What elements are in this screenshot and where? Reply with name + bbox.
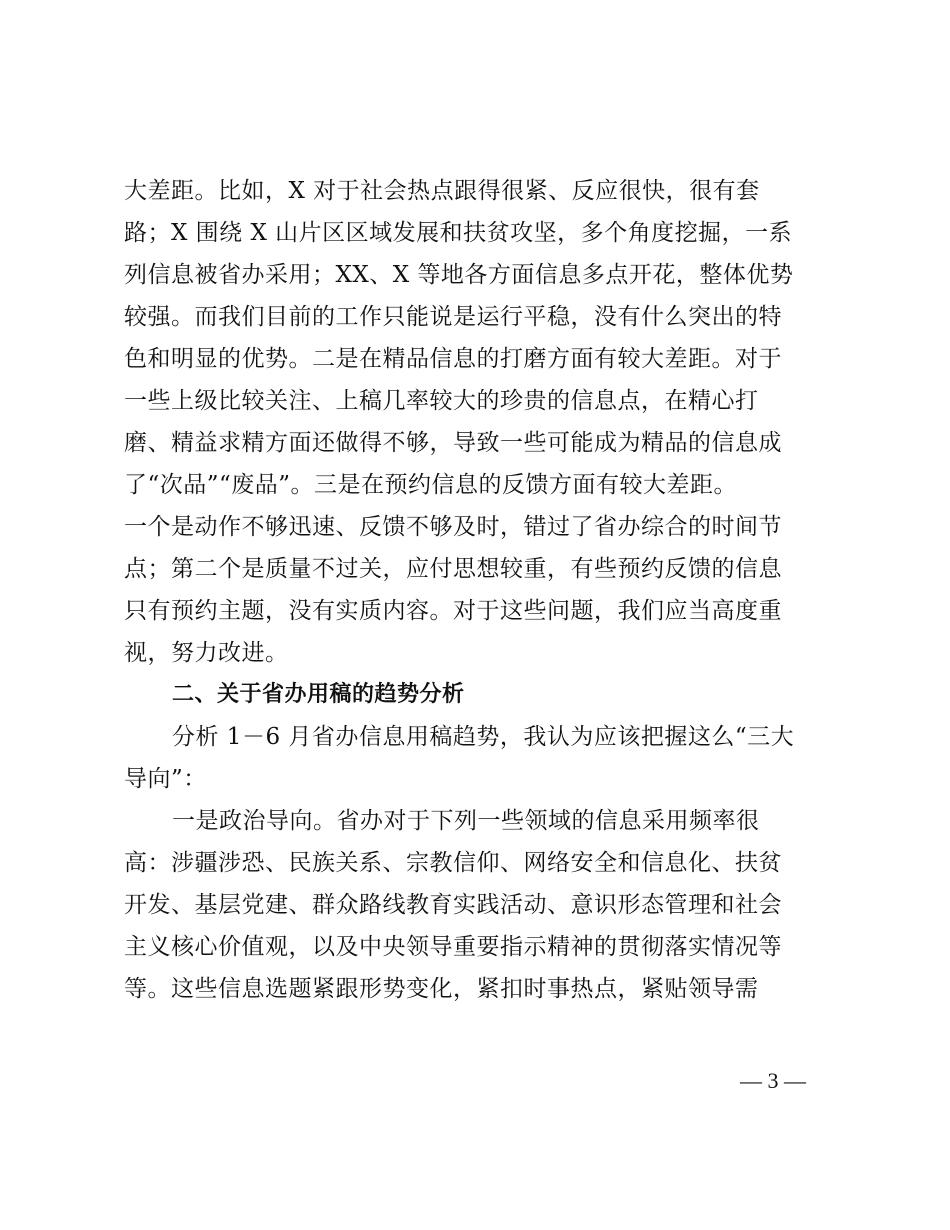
text-line: 点；第二个是质量不过关，应付思想较重，有些预约反馈的信息	[124, 556, 782, 582]
body-text	[124, 170, 824, 1010]
text-line: 磨、精益求精方面还做得不够，导致一些可能成为精品的信息成	[124, 430, 782, 456]
text-line: 视，努力改进。	[124, 640, 289, 666]
text-line: 主义核心价值观，以及中央领导重要指示精神的贯彻落实情况等	[124, 934, 782, 960]
page-number: — 3 —	[740, 1068, 806, 1093]
text-line: 一是政治导向。省办对于下列一些领域的信息采用频率很	[172, 808, 760, 834]
text-line: 一些上级比较关注、上稿几率较大的珍贵的信息点，在精心打	[124, 388, 759, 414]
section-heading: 二、关于省办用稿的趋势分析	[172, 682, 465, 707]
text-line: 大差距。比如，X 对于社会热点跟得很紧、反应很快，很有套	[124, 178, 760, 204]
text-line: 导向”：	[124, 766, 207, 792]
text-line: 等。这些信息选题紧跟形势变化，紧扣时事热点，紧贴领导需	[124, 976, 759, 1002]
text-line: 了“次品”“废品”。三是在预约信息的反馈方面有较大差距。	[124, 472, 738, 498]
text-line: 列信息被省办采用；XX、X 等地各方面信息多点开花，整体优势	[124, 262, 794, 288]
text-line: 高：涉疆涉恐、民族关系、宗教信仰、网络安全和信息化、扶贫	[124, 850, 782, 876]
text-line: 路；X 围绕 X 山片区区域发展和扶贫攻坚，多个角度挖掘，一系	[124, 220, 793, 246]
text-line: 只有预约主题，没有实质内容。对于这些问题，我们应当高度重	[124, 598, 782, 624]
text-line: 色和明显的优势。二是在精品信息的打磨方面有较大差距。对于	[124, 346, 782, 372]
text-line: 分析 1－6 月省办信息用稿趋势，我认为应该把握这么“三大	[172, 724, 795, 750]
text-line: 开发、基层党建、群众路线教育实践活动、意识形态管理和社会	[124, 892, 782, 918]
text-line: 一个是动作不够迅速、反馈不够及时，错过了省办综合的时间节	[124, 514, 782, 540]
text-line: 较强。而我们目前的工作只能说是运行平稳，没有什么突出的特	[124, 304, 782, 330]
